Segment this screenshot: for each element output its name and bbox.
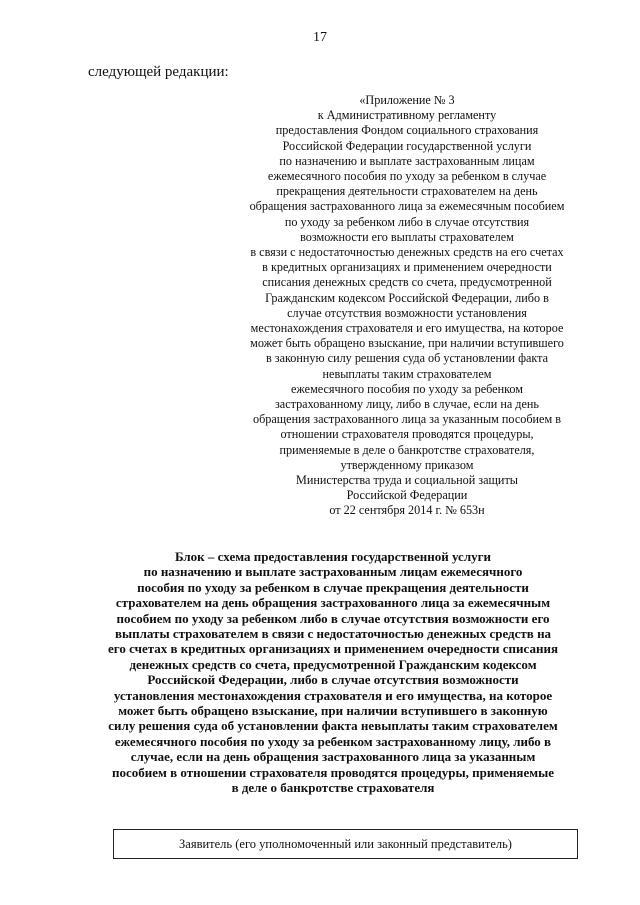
appendix-line: может быть обращено взыскание, при наличии вступившего <box>250 336 564 351</box>
appendix-line: по уходу за ребенком либо в случае отсутствия <box>284 214 530 229</box>
flowchart-title-line: Блок – схема предоставления государственной услуги <box>174 549 492 564</box>
appendix-line: утвержденному приказом <box>340 457 474 472</box>
flowchart-title-line: пособия по уходу за ребенком в случае прекращения деятельности <box>137 579 529 595</box>
appendix-line: невыплаты таким страхователем <box>322 366 492 381</box>
flowchart-title-line: денежных средств со счета, предусмотренной Гражданским кодексом <box>129 656 537 672</box>
appendix-header <box>232 93 582 519</box>
appendix-line: ежемесячного пособия по уходу за ребенком <box>291 381 523 396</box>
flowchart-title-line: пособием по уходу за ребенком либо в случае отсутствия возможности его <box>116 610 550 626</box>
flowchart-title-line: ежемесячного пособия по уходу за ребенком застрахованному лицу, либо в <box>114 733 552 749</box>
appendix-line: от 22 сентября 2014 г. № 653н <box>329 503 485 518</box>
appendix-line: ежемесячного пособия по уходу за ребенком в случае <box>267 169 547 184</box>
appendix-line: к Административному регламенту <box>317 108 497 123</box>
appendix-line: обращения застрахованного лица за ежемесячным пособием <box>249 199 565 214</box>
appendix-line: в законную силу решения суда об установлении факта <box>265 351 549 366</box>
page-number: 17 <box>313 30 327 45</box>
flowchart-title-line: пособием в отношении страхователя проводятся процедуры, применяемые <box>111 764 555 780</box>
appendix-line: списания денежных средств со счета, предусмотренной <box>262 275 552 290</box>
intro-text: следующей редакции: <box>88 64 229 80</box>
appendix-line: применяемые в деле о банкротстве страхователя, <box>279 442 535 457</box>
appendix-line: возможности его выплаты страхователем <box>300 229 514 244</box>
appendix-line: Министерства труда и социальной защиты <box>296 473 518 488</box>
appendix-line: в связи с недостаточностью денежных средств на его счетах <box>250 245 564 260</box>
appendix-line: застрахованному лицу, либо в случае, если на день <box>274 397 539 412</box>
appendix-line: Гражданским кодексом Российской Федерации, либо в <box>265 290 549 305</box>
flowchart-title-line: его счетах в кредитных организациях и применением очередности списания <box>108 641 558 657</box>
appendix-line: Российской Федерации <box>346 488 468 503</box>
applicant-box-label: Заявитель (его уполномоченный или законный представитель) <box>179 836 512 851</box>
appendix-line: по назначению и выплате застрахованным лицам <box>279 153 535 168</box>
appendix-line: местонахождения страхователя и его имущества, на которое <box>250 321 564 336</box>
appendix-line: случае отсутствия возможности установления <box>287 305 527 320</box>
flowchart-title-line: установления местонахождения страхователя и его имущества, на которое <box>113 687 553 703</box>
flowchart-title-line: страхователем на день обращения застрахованного лица за ежемесячным <box>115 595 551 611</box>
flowchart-title-line: может быть обращено взыскание, при наличии вступившего в законную <box>118 703 548 719</box>
flowchart-title-line: в деле о банкротстве страхователя <box>231 780 435 796</box>
appendix-line: обращения застрахованного лица за указанным пособием в <box>253 412 561 427</box>
appendix-line: прекращения деятельности страхователем на день <box>276 184 538 199</box>
flowchart-title-line: случае, если на день обращения застрахованного лица за указанным <box>130 749 536 765</box>
flowchart-title-line: выплаты страхователем в связи с недостаточностью денежных средств на <box>114 626 552 642</box>
flowchart-title-line: Российской Федерации, либо в случае отсутствия возможности <box>147 672 519 688</box>
appendix-line: «Приложение № 3 <box>359 93 455 107</box>
appendix-line: отношении страхователя проводятся процедуры, <box>280 427 534 442</box>
appendix-line: Российской Федерации государственной услуги <box>282 138 532 153</box>
flowchart-title-line: по назначению и выплате застрахованным лицам ежемесячного <box>143 564 523 580</box>
appendix-line: предоставления Фондом социального страхования <box>275 123 539 138</box>
flowchart-title-line: силу решения суда об установлении факта невыплаты таким страхователем <box>108 718 558 734</box>
flowchart-title <box>78 549 588 796</box>
appendix-line: в кредитных организациях и применением очередности <box>262 260 552 275</box>
applicant-box <box>113 829 578 859</box>
